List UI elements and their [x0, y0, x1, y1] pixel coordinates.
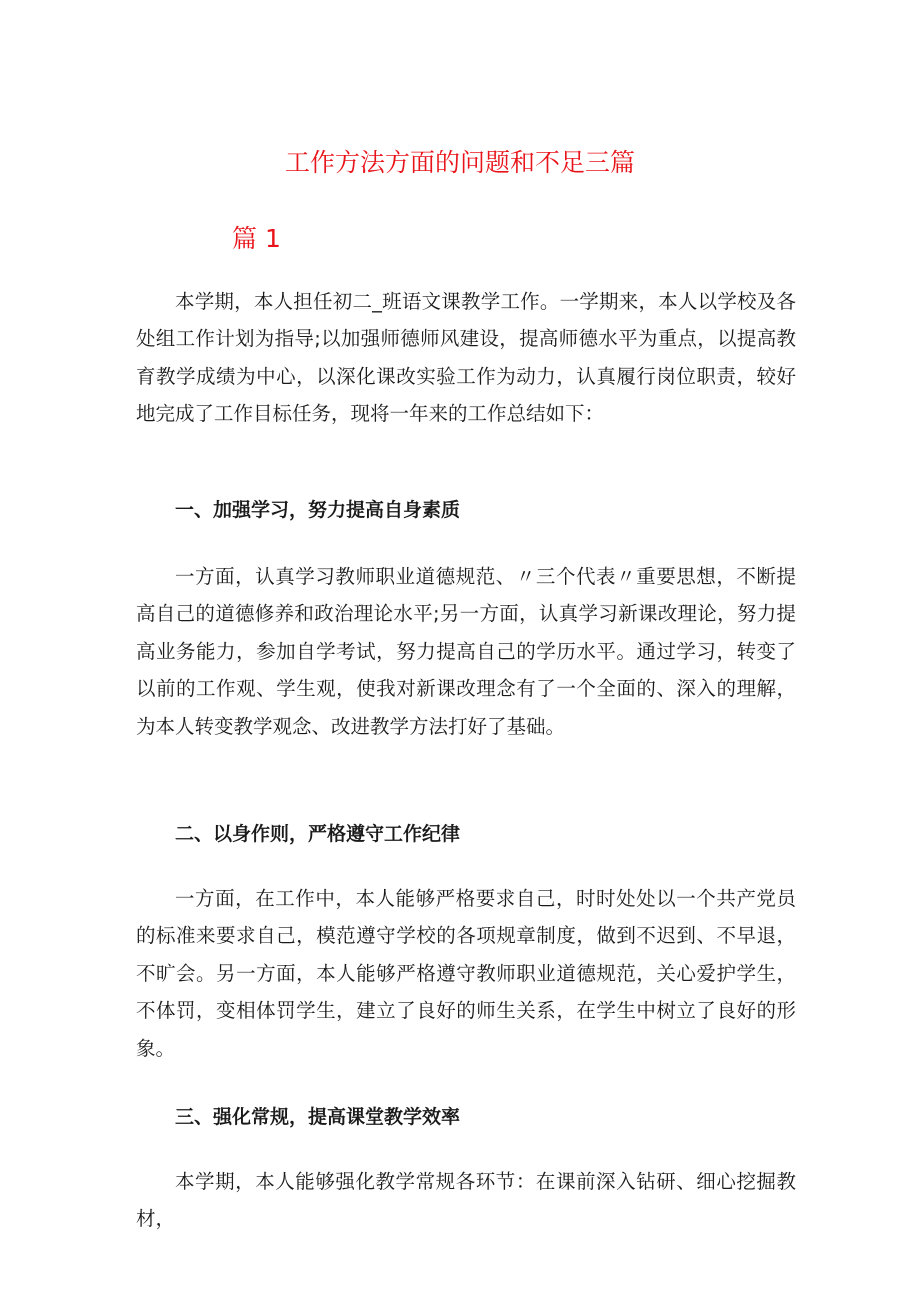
paragraph-intro: 本学期，本人担任初二_班语文课教学工作。一学期来，本人以学校及各处组工作计划为指导;以加强师德师风建设，提高师德水平为重点，以提高教育教学成绩为中心，以深化课改实验工作为动力，认真履行岗位职责，较好地完成了工作目标任务，现将一年来的工作总结如下：: [136, 290, 796, 426]
paragraph-routine: 本学期，本人能够强化教学常规各环节：在课前深入钻研、细心挖掘教材，: [136, 1170, 796, 1231]
heading-discipline: 二、以身作则，严格遵守工作纪律: [175, 823, 461, 845]
document-title: 工作方法方面的问题和不足三篇: [284, 148, 635, 177]
paragraph-discipline: 一方面，在工作中，本人能够严格要求自己，时时处处以一个共产党员的标准来要求自己，模范遵守学校的各项规章制度，做到不迟到、不早退，不旷会。另一方面，本人能够严格遵守教师职业道德规范，关心爱护学生，不体罚，变相体罚学生，建立了良好的师生关系，在学生中树立了良好的形象。: [136, 887, 796, 1060]
section-title: 篇 1: [232, 224, 281, 253]
paragraph-study: 一方面，认真学习教师职业道德规范、〃三个代表〃重要思想，不断提高自己的道德修养和政治理论水平;另一方面，认真学习新课改理论，努力提高业务能力，参加自学考试，努力提高自己的学历水平。通过学习，转变了以前的工作观、学生观，使我对新课改理念有了一个全面的、深入的理解，为本人转变教学观念、改进教学方法打好了基础。: [136, 565, 796, 738]
heading-routine: 三、强化常规，提高课堂教学效率: [175, 1106, 461, 1128]
heading-study: 一、加强学习，努力提高自身素质: [175, 499, 461, 521]
